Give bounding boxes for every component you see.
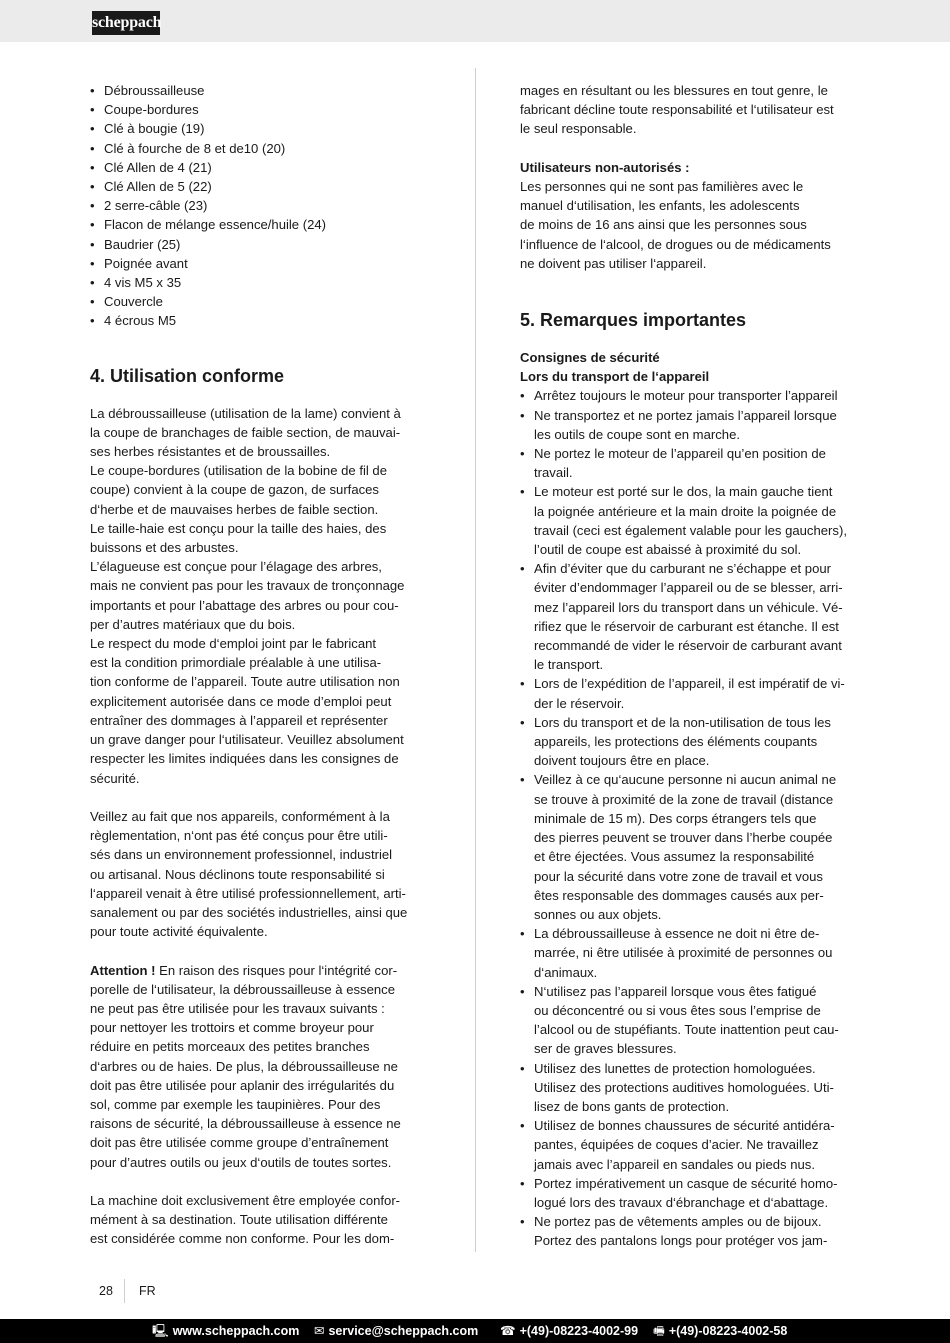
text-line: • Afin d’éviter que du carburant ne s’échappe et pour bbox=[534, 561, 831, 577]
text-line: • La débroussailleuse à essence ne doit ni être de- bbox=[534, 926, 820, 942]
text-line: sanalement ou par des sociétés industrielles, ainsi que bbox=[90, 904, 408, 920]
text-line: sécurité. bbox=[90, 770, 140, 786]
computer-icon: 🖳 bbox=[152, 1324, 169, 1338]
text-line: un grave danger pour l‘utilisateur. Veuillez absolument bbox=[90, 732, 404, 748]
text-line: sol, comme par exemple les taupinières. Pour des bbox=[90, 1096, 381, 1112]
text-line: buissons et des arbustes. bbox=[90, 540, 239, 556]
text-line: sés dans un environnement professionnel, industriel bbox=[90, 847, 393, 863]
website-link[interactable] bbox=[152, 1319, 299, 1343]
text-line: manuel d‘utilisation, les enfants, les adolescents bbox=[520, 198, 800, 214]
list-item: • Clé Allen de 4 (21) bbox=[90, 158, 435, 177]
text-line: • N‘utilisez pas l’appareil lorsque vous êtes fatigué bbox=[534, 983, 817, 999]
text-line: ne doivent pas utiliser l‘appareil. bbox=[520, 255, 707, 271]
text-line: explicitement autorisée dans ce mode d’emploi peut bbox=[90, 693, 392, 709]
text-line: ser de graves blessures. bbox=[534, 1041, 677, 1057]
list-item: • Poignée avant bbox=[90, 254, 435, 273]
text-line: appareils, les protections des éléments coupants bbox=[534, 734, 818, 750]
text-line: respecter les limites indiquées dans les consignes de bbox=[90, 751, 399, 767]
text-line: pour la sécurité dans votre zone de travail et vous bbox=[534, 868, 823, 884]
text-line: d‘herbe et de mauvaises herbes de faible section. bbox=[90, 501, 379, 517]
text-line: des pierres peuvent se trouver dans l’herbe coupée bbox=[534, 830, 833, 846]
list-item: • Baudrier (25) bbox=[90, 235, 435, 254]
text-line: est considérée comme non conforme. Pour les dom- bbox=[90, 1231, 395, 1247]
text-line: • Arrêtez toujours le moteur pour transporter l’appareil bbox=[534, 388, 838, 404]
header-bar bbox=[0, 0, 950, 42]
text-line: l‘appareil venait à être utilisé professionnellement, arti- bbox=[90, 885, 406, 901]
text-line: coupe) convient à la coupe de gazon, de surfaces bbox=[90, 482, 379, 498]
text-line: se trouve à proximité de la zone de travail (distance bbox=[534, 791, 834, 807]
list-item bbox=[520, 482, 865, 559]
website-text: www.scheppach.com bbox=[172, 1324, 300, 1338]
list-item bbox=[520, 924, 865, 982]
text-line: est la condition primordiale préalable à une utilisa- bbox=[90, 655, 382, 671]
text-line: porelle de l‘utilisateur, la débroussailleuse à essence bbox=[90, 981, 395, 997]
text-line: logué lors des travaux d‘ébranchage et d‘abattage. bbox=[534, 1194, 829, 1210]
phone-icon: ☎ bbox=[500, 1324, 516, 1338]
brand-logo: scheppach bbox=[92, 11, 160, 35]
text-line: minimale de 15 m). Des corps étrangers tels que bbox=[534, 810, 817, 826]
email-link[interactable] bbox=[314, 1319, 478, 1343]
text-line: le seul responsable. bbox=[520, 121, 637, 137]
section-5-heading: 5. Remarques importantes bbox=[520, 310, 747, 331]
text-line: La machine doit exclusivement être employée confor- bbox=[90, 1192, 401, 1208]
text-line: mais ne convient pas pour les travaux de tronçonnage bbox=[90, 578, 405, 594]
text-line: Les personnes qui ne sont pas familières avec le bbox=[520, 179, 804, 194]
list-item bbox=[520, 444, 865, 482]
list-item bbox=[520, 982, 865, 1059]
attention-label: Attention ! bbox=[90, 962, 156, 978]
list-item bbox=[520, 406, 865, 444]
text-line: l’alcool ou de stupéfiants. Toute inattention peut cau- bbox=[534, 1022, 839, 1038]
language-code: FR bbox=[139, 1284, 156, 1298]
text-line: pour toute activité équivalente. bbox=[90, 924, 268, 940]
text-line: • Utilisez des lunettes de protection homologuées. bbox=[534, 1060, 816, 1076]
list-item: • Débroussailleuse bbox=[90, 81, 435, 100]
text-line: Portez des pantalons longs pour protéger vos jam- bbox=[534, 1233, 828, 1249]
text-line: Le respect du mode d‘emploi joint par le fabricant bbox=[90, 636, 377, 652]
text-line: Utilisez des protections auditives homologuées. Uti- bbox=[534, 1079, 834, 1095]
list-item: • 4 vis M5 x 35 bbox=[90, 273, 435, 292]
text-line: fabricant décline toute responsabilité et l‘utilisateur est bbox=[520, 102, 834, 118]
text-line: • Lors du transport et de la non-utilisation de tous les bbox=[534, 714, 831, 730]
text-line: Le taille-haie est conçu pour la taille des haies, des bbox=[90, 520, 387, 536]
text-line: mément à sa destination. Toute utilisation différente bbox=[90, 1212, 388, 1228]
text-line: mez l’appareil lors du transport dans un véhicule. Vé- bbox=[534, 599, 843, 615]
list-item bbox=[520, 674, 865, 712]
safety-heading: Consignes de sécurité bbox=[520, 350, 660, 366]
text-span: En raison des risques pour l‘intégrité cor- bbox=[155, 962, 398, 978]
text-line: per d’autres matériaux que du bois. bbox=[90, 616, 296, 632]
text-line: tion conforme de l’appareil. Toute autre utilisation non bbox=[90, 674, 400, 690]
email-text: service@scheppach.com bbox=[328, 1324, 479, 1338]
text-line: de moins de 16 ans ainsi que les personnes sous bbox=[520, 217, 807, 233]
text-line: doivent toujours être en place. bbox=[534, 753, 710, 769]
list-item bbox=[520, 1116, 865, 1174]
list-item: • Clé Allen de 5 (22) bbox=[90, 177, 435, 196]
text-line: • Ne portez le moteur de l’appareil qu’en position de bbox=[534, 446, 826, 462]
list-item: • Clé à fourche de 8 et de10 (20) bbox=[90, 139, 435, 158]
intended-use-paragraph bbox=[90, 404, 435, 788]
text-line bbox=[90, 961, 435, 980]
contact-bar bbox=[0, 1319, 950, 1343]
list-item bbox=[520, 1212, 865, 1250]
text-line: • Ne portez pas de vêtements amples ou de bijoux. bbox=[534, 1214, 822, 1230]
unauthorized-users-paragraph bbox=[520, 177, 865, 273]
text-line: recommandé de vider le réservoir de carburant avant bbox=[534, 638, 842, 654]
text-line: raisons de sécurité, la débroussailleuse à essence ne bbox=[90, 1116, 401, 1132]
column-divider bbox=[475, 68, 476, 1252]
list-item bbox=[520, 713, 865, 771]
conformity-paragraph bbox=[90, 1191, 435, 1249]
transport-heading: Lors du transport de l‘appareil bbox=[520, 369, 710, 385]
text-line: • Lors de l’expédition de l’appareil, il est impératif de vi- bbox=[534, 676, 845, 692]
text-line: rifiez que le réservoir de carburant est étanche. Il est bbox=[534, 618, 839, 634]
fax-text: +(49)-08223-4002-58 bbox=[668, 1324, 788, 1338]
text-line: les outils de coupe sont en marche. bbox=[534, 426, 740, 442]
text-line: • Ne transportez et ne portez jamais l’appareil lorsque bbox=[534, 407, 837, 423]
list-item: • 4 écrous M5 bbox=[90, 311, 435, 330]
phone-number bbox=[500, 1319, 638, 1343]
list-item: • Coupe-bordures bbox=[90, 100, 435, 119]
text-line: • Le moteur est porté sur le dos, la main gauche tient bbox=[534, 484, 833, 500]
list-item bbox=[520, 386, 865, 405]
text-line: Veillez au fait que nos appareils, conformément à la bbox=[90, 808, 390, 824]
list-item bbox=[520, 1174, 865, 1212]
text-line: réduire en petits morceaux des petites branches bbox=[90, 1039, 370, 1055]
text-line: marrée, ni être utilisée à proximité de personnes ou bbox=[534, 945, 833, 961]
text-line: travail. bbox=[534, 465, 573, 481]
text-line: la poignée antérieure et la main droite la poignée de bbox=[534, 503, 837, 519]
text-line: La débroussailleuse (utilisation de la lame) convient à bbox=[90, 405, 401, 421]
list-item: • 2 serre-câble (23) bbox=[90, 196, 435, 215]
text-line: le transport. bbox=[534, 657, 604, 673]
text-line: der le réservoir. bbox=[534, 695, 625, 711]
liability-paragraph bbox=[520, 81, 865, 139]
text-line: L’élagueuse est conçue pour l’élagage des arbres, bbox=[90, 559, 382, 575]
text-line: et être éjectées. Vous assumez la responsabilité bbox=[534, 849, 815, 865]
unauthorized-users-heading: Utilisateurs non-autorisés : bbox=[520, 159, 690, 175]
text-line: l‘influence de l‘alcool, de drogues ou de médicaments bbox=[520, 236, 831, 252]
attention-paragraph bbox=[90, 961, 435, 1172]
section-4-heading: 4. Utilisation conforme bbox=[90, 365, 285, 386]
text-line: pour nettoyer les trottoirs et comme broyeur pour bbox=[90, 1020, 374, 1036]
text-line: ne peut pas être utilisée pour les travaux suivants : bbox=[90, 1000, 385, 1016]
list-item: • Couvercle bbox=[90, 292, 435, 311]
safety-list bbox=[520, 386, 865, 1250]
list-item: • Flacon de mélange essence/huile (24) bbox=[90, 215, 435, 234]
text-line: d‘animaux. bbox=[534, 964, 598, 980]
list-item bbox=[520, 559, 865, 674]
page-number: 28 bbox=[99, 1284, 113, 1298]
fax-number bbox=[653, 1319, 787, 1343]
text-line: • Veillez à ce qu‘aucune personne ni aucun animal ne bbox=[534, 772, 837, 788]
fax-icon: 🖷 bbox=[653, 1324, 665, 1338]
list-item bbox=[520, 1059, 865, 1117]
envelope-icon: ✉ bbox=[314, 1324, 325, 1338]
text-line: pantes, équipées de coques d’acier. Ne travaillez bbox=[534, 1137, 819, 1153]
text-line: sonnes ou aux objets. bbox=[534, 906, 662, 922]
text-line: • Utilisez de bonnes chaussures de sécurité antidéra- bbox=[534, 1118, 835, 1134]
text-line: l’outil de coupe est abaissé à proximité du sol. bbox=[534, 542, 802, 558]
text-line: doit pas être utilisée pour aplanir des irrégularités du bbox=[90, 1077, 395, 1093]
text-line: pour d’autres outils ou jeux d‘outils de toutes sortes. bbox=[90, 1154, 392, 1170]
text-line: ou déconcentré ou si vous êtes sous l’emprise de bbox=[534, 1002, 821, 1018]
text-line: règlementation, n‘ont pas été conçus pour être utili- bbox=[90, 828, 388, 844]
text-line: ou artisanal. Nous déclinons toute responsabilité si bbox=[90, 866, 385, 882]
text-line: travail (ceci est également valable pour les gauchers), bbox=[534, 522, 847, 538]
text-line: • Portez impérativement un casque de sécurité homo- bbox=[534, 1175, 838, 1191]
package-contents-list bbox=[90, 81, 435, 331]
text-line: la coupe de branchages de faible section, de mauvai- bbox=[90, 424, 401, 440]
text-line: éviter d’endommager l’appareil ou de se blesser, arri- bbox=[534, 580, 843, 596]
list-item: • Clé à bougie (19) bbox=[90, 119, 435, 138]
text-line: êtes responsable des dommages causés aux per- bbox=[534, 887, 824, 903]
text-line: importants et pour l’abattage des arbres ou pour cou- bbox=[90, 597, 399, 613]
text-line: Le coupe-bordures (utilisation de la bobine de fil de bbox=[90, 463, 387, 479]
text-line: lisez de bons gants de protection. bbox=[534, 1098, 730, 1114]
text-line: entraîner des dommages à l’appareil et représenter bbox=[90, 712, 388, 728]
text-line: jamais avec l’appareil en sandales ou pieds nus. bbox=[534, 1156, 815, 1172]
footer-divider bbox=[124, 1279, 125, 1303]
text-line: mages en résultant ou les blessures en tout genre, le bbox=[520, 83, 828, 98]
text-line: ses herbes résistantes et de broussailles. bbox=[90, 444, 331, 460]
list-item bbox=[520, 770, 865, 924]
professional-use-paragraph bbox=[90, 807, 435, 941]
right-column bbox=[520, 81, 865, 1251]
text-line: doit pas être utilisée comme groupe d’entraînement bbox=[90, 1135, 389, 1151]
text-line: d‘arbres ou de haies. De plus, la débroussailleuse ne bbox=[90, 1058, 398, 1074]
left-column bbox=[90, 81, 435, 1249]
phone-text: +(49)-08223-4002-99 bbox=[519, 1324, 639, 1338]
